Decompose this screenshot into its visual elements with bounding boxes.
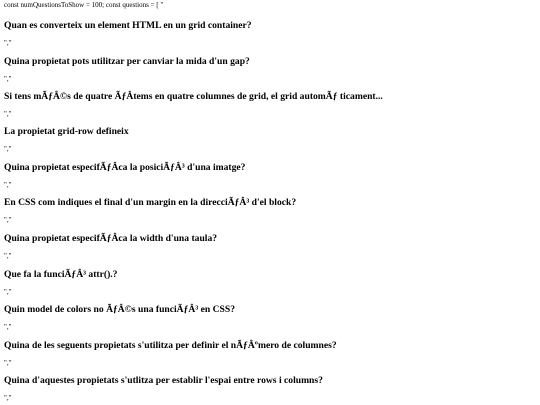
question-heading: Quan es converteix un element HTML en un grid container?: [4, 20, 252, 31]
answer-text: ",": [4, 323, 12, 331]
question-heading: Si tens mÃƒÂ©s de quatre ÃƒÂtems en quatre columnes de grid, el grid automÃƒ ticament...: [4, 91, 383, 102]
question-item: [4, 304, 536, 331]
question-item: [4, 56, 536, 83]
question-heading: Quina propietat especifÃƒÂca la width d'una taula?: [4, 233, 218, 244]
code-line: const numQuestionsToShow = 100; const questions = [ ": [4, 1, 164, 9]
answer-text: ",": [4, 359, 12, 367]
answer-text: ",": [4, 75, 12, 83]
answer-text: ",": [4, 216, 12, 224]
question-item: [4, 162, 536, 189]
question-item: [4, 269, 536, 296]
question-item: [4, 340, 536, 367]
question-heading: Quina propietat pots utilitzar per canviar la mida d'un gap?: [4, 56, 250, 67]
answer-text: ",": [4, 145, 12, 153]
question-item: [4, 197, 536, 224]
question-heading: En CSS com indiques el final d'un margin en la direcciÃƒÂ³ d'el block?: [4, 197, 297, 208]
question-heading: Quina propietat especifÃƒÂca la posiciÃƒÂ³ d'una imatge?: [4, 162, 246, 173]
answer-text: ",": [4, 181, 12, 189]
question-item: [4, 91, 536, 118]
question-heading: Quina d'aquestes propietats s'utlitza per establir l'espai entre rows i columns?: [4, 375, 323, 386]
question-item: [4, 233, 536, 260]
question-item: [4, 20, 536, 47]
answer-text: ",": [4, 39, 12, 47]
answer-text: ",": [4, 110, 12, 118]
answer-text: ",": [4, 252, 12, 260]
question-heading: La propietat grid-row defineix: [4, 126, 129, 137]
question-heading: Quin model de colors no ÃƒÂ©s una funciÃƒÂ³ en CSS?: [4, 304, 235, 315]
question-heading: Que fa la funciÃƒÂ³ attr().?: [4, 269, 118, 280]
question-item: [4, 126, 536, 153]
question-item: [4, 375, 536, 402]
answer-text: ",": [4, 288, 12, 296]
question-heading: Quina de les seguents propietats s'utilitza per definir el nÃƒÂºmero de columnes?: [4, 340, 337, 351]
answer-text: ",": [4, 394, 12, 402]
